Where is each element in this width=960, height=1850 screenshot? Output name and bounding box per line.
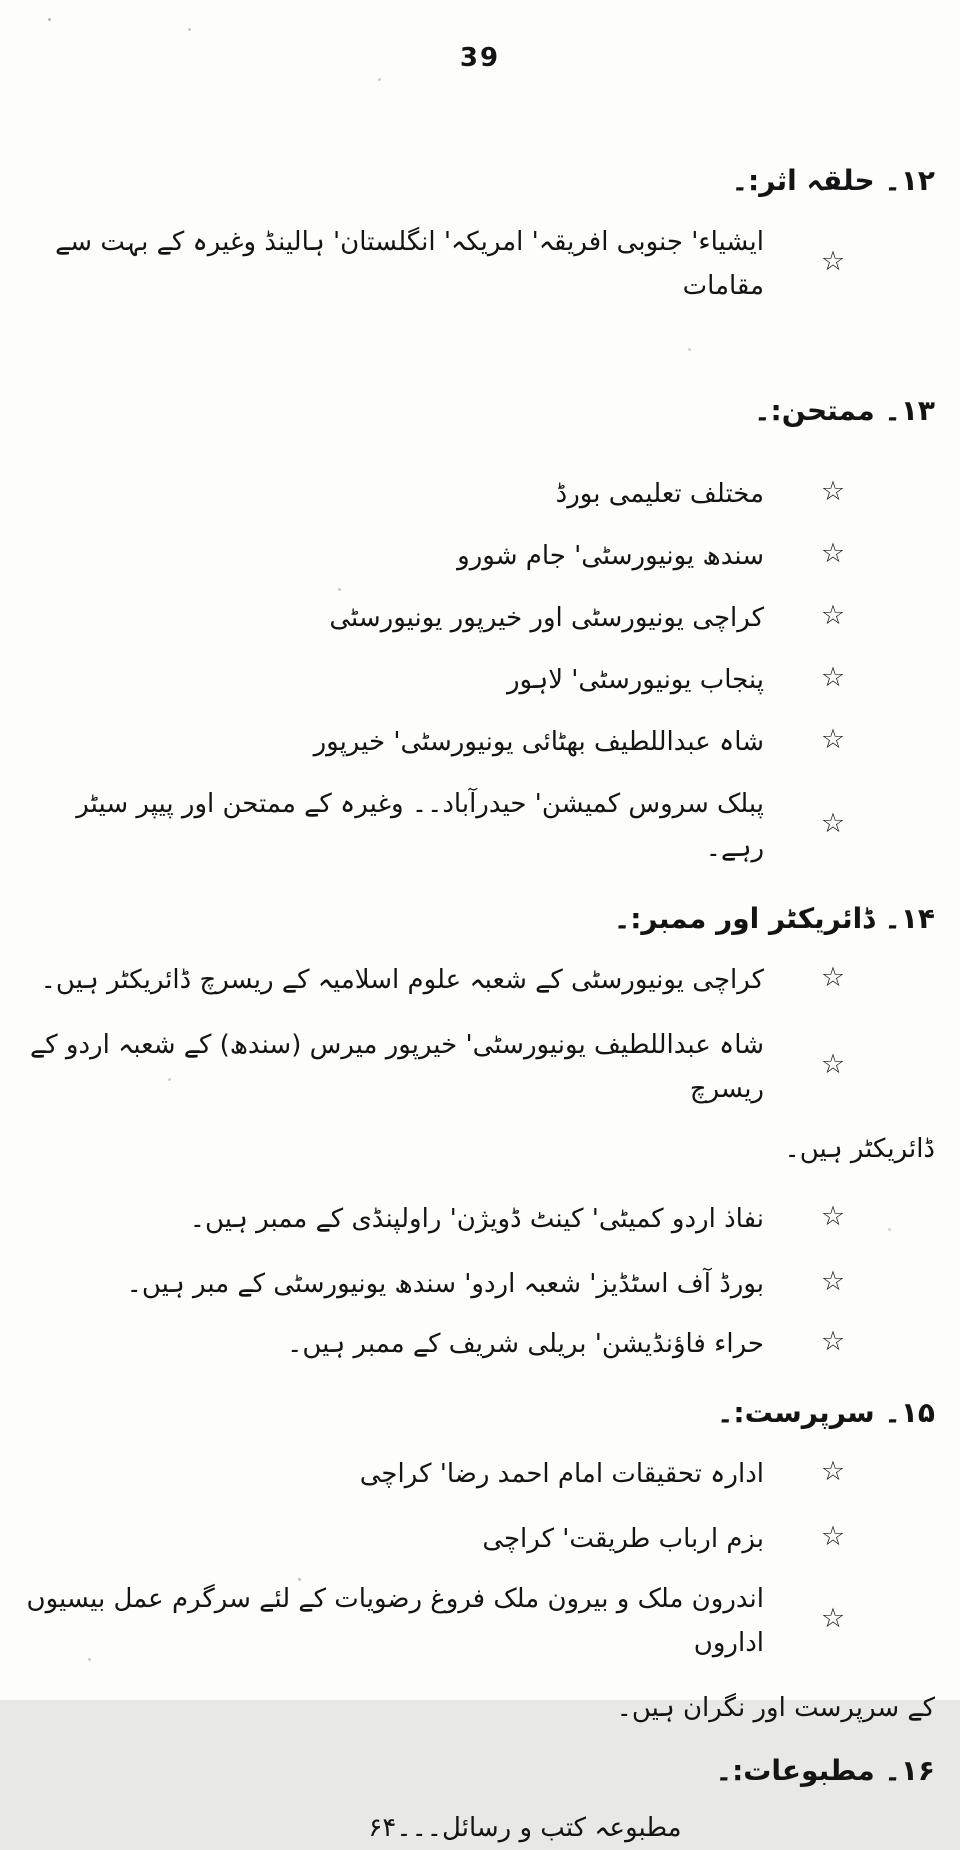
list-item	[25, 1197, 935, 1241]
star-bullet-icon: ☆	[820, 1521, 846, 1552]
list-item	[25, 596, 935, 640]
page-number: 39	[459, 43, 501, 73]
list-item	[25, 1322, 935, 1366]
list-item	[25, 1577, 935, 1665]
list-item	[25, 472, 935, 516]
star-bullet-icon: ☆	[820, 662, 846, 693]
list-item	[25, 958, 935, 1002]
list-item-text: کراچی یونیورسٹی کے شعبہ علوم اسلامیہ کے ریسرچ ڈائریکٹر ہیں۔	[40, 965, 764, 995]
list-item	[25, 1452, 935, 1496]
list-item-text: اندرون ملک و بیرون ملک فروغ رضویات کے لئے سرگرم عمل بیسیوں اداروں	[26, 1584, 764, 1658]
section-heading-16: ۱۶۔ مطبوعات:۔	[715, 1754, 935, 1787]
star-bullet-icon: ☆	[820, 246, 846, 277]
star-bullet-icon: ☆	[820, 1049, 846, 1080]
section-heading-13: ۱۳۔ ممتحن:۔	[754, 394, 935, 427]
star-bullet-icon: ☆	[820, 1326, 846, 1357]
star-bullet-icon: ☆	[820, 1456, 846, 1487]
list-item-text: نفاذ اردو کمیٹی' کینٹ ڈویژن' راولپنڈی کے ممبر ہیں۔	[189, 1204, 764, 1234]
star-bullet-icon: ☆	[820, 476, 846, 507]
list-item	[25, 1262, 935, 1306]
section-heading-12: ۱۲۔ حلقہ اثر:۔	[731, 164, 935, 197]
list-item-continuation: کے سرپرست اور نگران ہیں۔	[616, 1693, 935, 1723]
list-item-text: پنجاب یونیورسٹی' لاہور	[506, 665, 764, 695]
list-item-continuation: ڈائریکٹر ہیں۔	[784, 1134, 935, 1164]
publications-count-line: مطبوعہ کتب و رسائل۔۔۔۶۴	[368, 1813, 682, 1843]
list-item-text: شاہ عبداللطیف یونیورسٹی' خیرپور میرس (سندھ) کے شعبہ اردو کے ریسرچ	[30, 1030, 764, 1104]
star-bullet-icon: ☆	[820, 1603, 846, 1634]
list-item-text: ادارہ تحقیقات امام احمد رضا' کراچی	[359, 1459, 764, 1489]
star-bullet-icon: ☆	[820, 962, 846, 993]
list-item	[25, 534, 935, 578]
list-item	[25, 1023, 935, 1111]
list-item-text: بورڈ آف اسٹڈیز' شعبہ اردو' سندھ یونیورسٹی کے مبر ہیں۔	[126, 1269, 764, 1299]
list-item-text: کراچی یونیورسٹی اور خیرپور یونیورسٹی	[329, 603, 764, 633]
star-bullet-icon: ☆	[820, 724, 846, 755]
list-item-text: مختلف تعلیمی بورڈ	[555, 479, 764, 509]
list-item	[25, 720, 935, 764]
star-bullet-icon: ☆	[820, 538, 846, 569]
list-item-text: حراء فاؤنڈیشن' بریلی شریف کے ممبر ہیں۔	[287, 1329, 764, 1359]
star-bullet-icon: ☆	[820, 600, 846, 631]
list-item	[25, 658, 935, 702]
section-heading-15: ۱۵۔ سرپرست:۔	[716, 1396, 935, 1429]
section-heading-14: ۱۴۔ ڈائریکٹر اور ممبر:۔	[613, 902, 935, 935]
star-bullet-icon: ☆	[820, 1201, 846, 1232]
list-item-text: شاہ عبداللطیف بھٹائی یونیورسٹی' خیرپور	[313, 727, 764, 757]
star-bullet-icon: ☆	[820, 808, 846, 839]
list-item	[25, 220, 935, 308]
list-item	[25, 782, 935, 870]
star-bullet-icon: ☆	[820, 1266, 846, 1297]
list-item-text: بزم ارباب طریقت' کراچی	[482, 1524, 764, 1554]
list-item-text: پبلک سروس کمیشن' حیدرآباد۔۔ وغیرہ کے ممتحن اور پیپر سیٹر رہے۔	[76, 789, 764, 863]
list-item-text: سندھ یونیورسٹی' جام شورو	[457, 541, 764, 571]
list-item	[25, 1517, 935, 1561]
list-item-text: ایشیاء' جنوبی افریقہ' امریکہ' انگلستان' ہالینڈ وغیرہ کے بہت سے مقامات	[55, 227, 764, 301]
